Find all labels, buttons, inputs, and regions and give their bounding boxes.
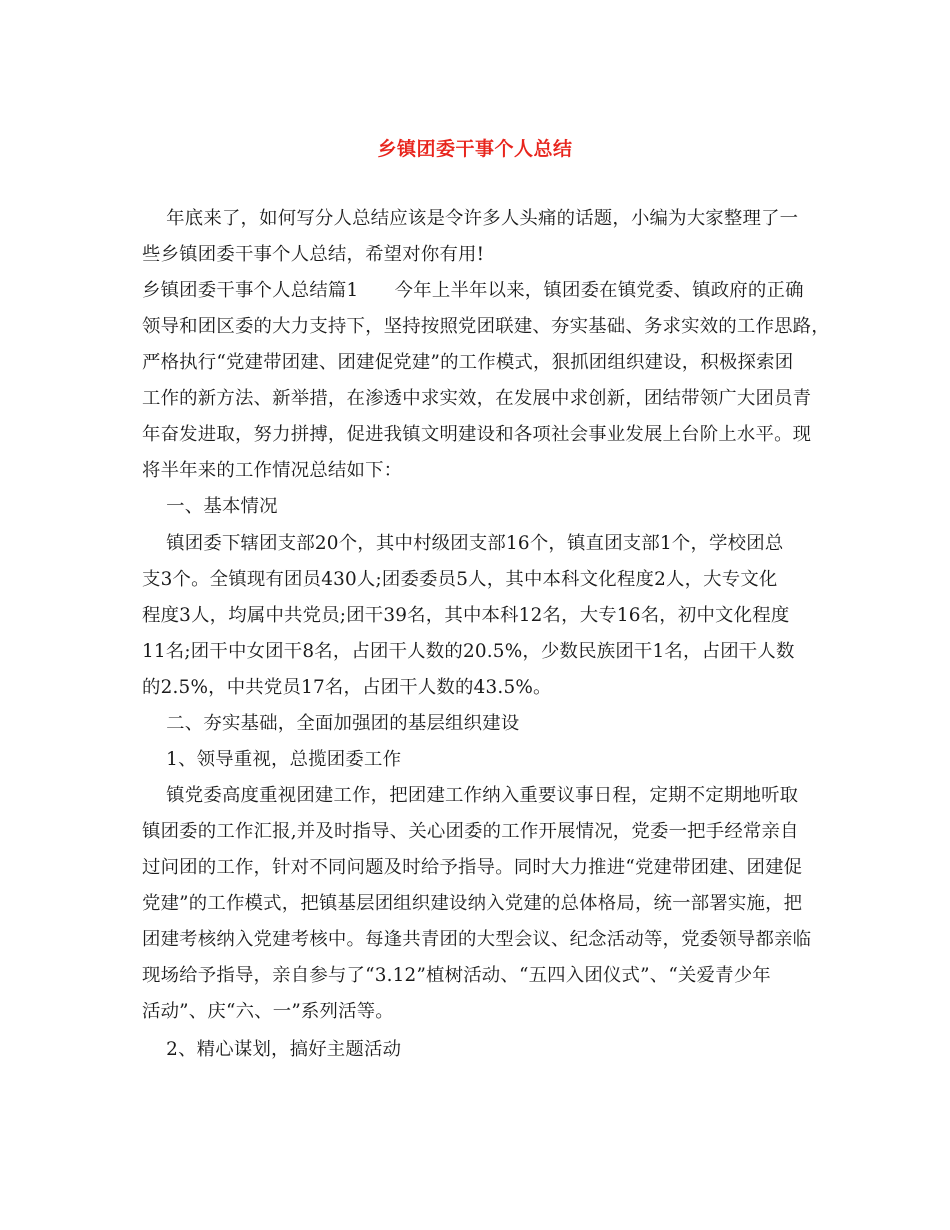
paragraph-line: 支3个。全镇现有团员430人;团委委员5人，其中本科文化程度2人，大专文化 <box>142 569 778 590</box>
paragraph-line: 乡镇团委干事个人总结篇1 今年上半年以来，镇团委在镇党委、镇政府的正确 <box>142 280 804 301</box>
paragraph-line: 党建”的工作模式，把镇基层团组织建设纳入党建的总体格局，统一部署实施，把 <box>142 893 803 914</box>
document-title: 乡镇团委干事个人总结 <box>377 138 573 160</box>
section-heading: 一、基本情况 <box>142 496 278 517</box>
paragraph-line: 活动”、庆“六、一”系列活等。 <box>142 1001 394 1022</box>
paragraph-line: 镇党委高度重视团建工作，把团建工作纳入重要议事日程，定期不定期地听取 <box>142 785 799 806</box>
paragraph-line: 现场给予指导，亲自参与了“3.12”植树活动、“五四入团仪式”、“关爱青少年 <box>142 965 771 986</box>
paragraph-line: 工作的新方法、新举措，在渗透中求实效，在发展中求创新，团结带领广大团员青 <box>142 388 812 409</box>
subsection-heading: 2、精心谋划，搞好主题活动 <box>142 1039 402 1060</box>
paragraph-line: 年奋发进取，努力拼搏，促进我镇文明建设和各项社会事业发展上台阶上水平。现 <box>142 424 812 445</box>
paragraph-line: 过问团的工作，针对不同问题及时给予指导。同时大力推进“党建带团建、团建促 <box>142 857 803 878</box>
paragraph-line: 领导和团区委的大力支持下，坚持按照党团联建、夯实基础、务求实效的工作思路， <box>142 316 830 337</box>
paragraph-line: 些乡镇团委干事个人总结，希望对你有用! <box>142 244 485 265</box>
paragraph-line: 镇团委下辖团支部20个，其中村级团支部16个，镇直团支部1个，学校团总 <box>142 533 784 554</box>
paragraph-line: 将半年来的工作情况总结如下： <box>142 460 403 481</box>
paragraph-line: 程度3人，均属中共党员;团干39名，其中本科12名，大专16名，初中文化程度 <box>142 605 790 626</box>
paragraph-line: 年底来了，如何写分人总结应该是令许多人头痛的话题，小编为大家整理了一 <box>142 208 799 229</box>
paragraph-line: 的2.5%，中共党员17名，占团干人数的43.5%。 <box>142 677 552 698</box>
paragraph-line: 严格执行“党建带团建、团建促党建”的工作模式，狠抓团组织建设，积极探索团 <box>142 352 794 373</box>
paragraph-line: 团建考核纳入党建考核中。每逢共青团的大型会议、纪念活动等，党委领导都亲临 <box>142 929 812 950</box>
paragraph-line: 11名;团干中女团干8名，占团干人数的20.5%，少数民族团干1名，占团干人数 <box>142 641 795 662</box>
subsection-heading: 1、领导重视，总揽团委工作 <box>142 749 402 770</box>
paragraph-line: 镇团委的工作汇报,并及时指导、关心团委的工作开展情况，党委一把手经常亲自 <box>142 821 799 842</box>
section-heading: 二、夯实基础，全面加强团的基层组织建设 <box>142 713 520 734</box>
